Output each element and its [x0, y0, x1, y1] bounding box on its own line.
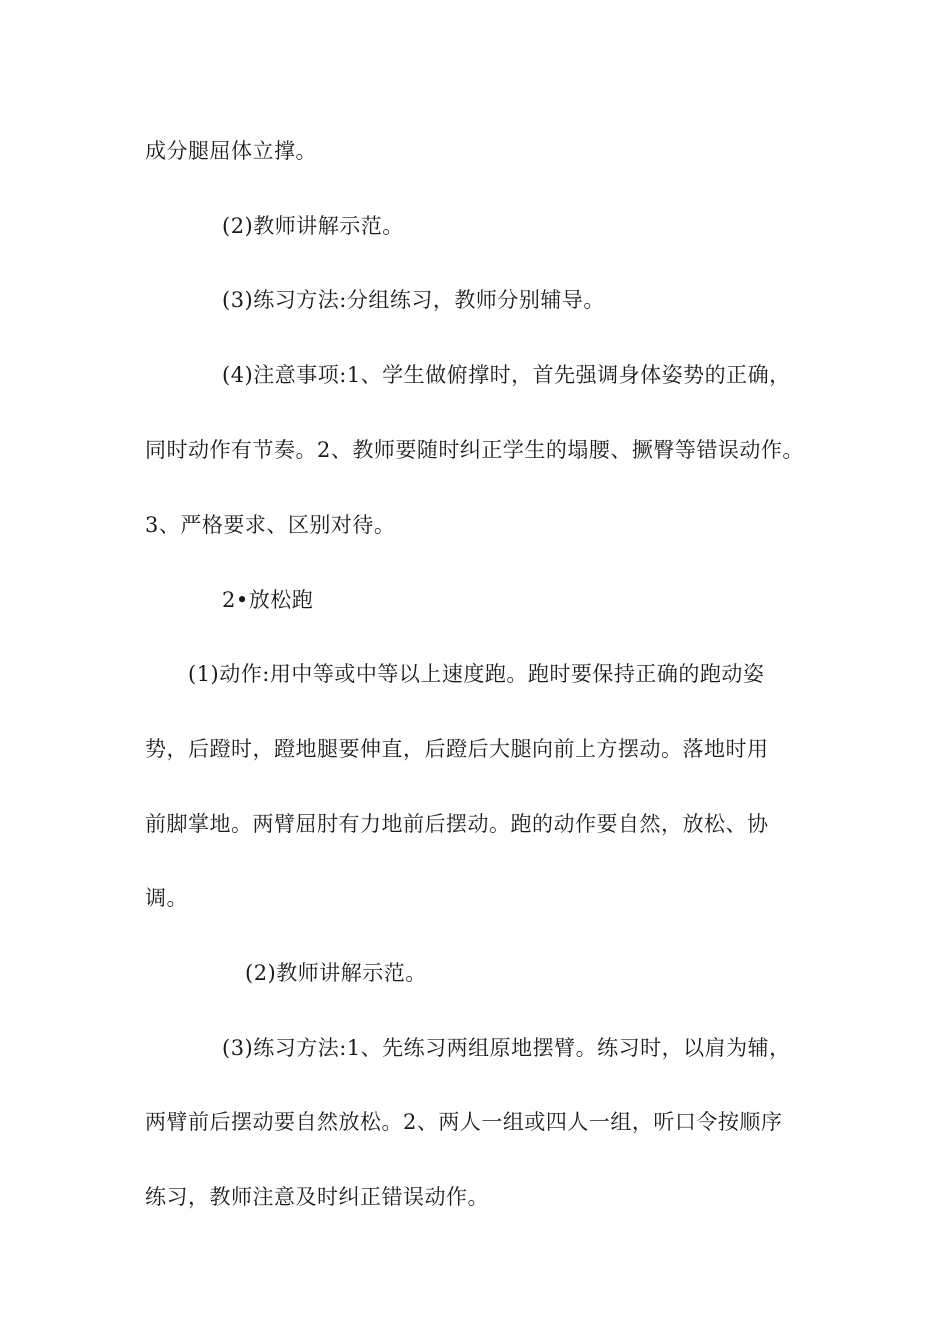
text-line: 成分腿屈体立撑。	[145, 139, 317, 163]
text-line: (2)教师讲解示范。	[245, 961, 427, 985]
text-line: 练习，教师注意及时纠正错误动作。	[145, 1185, 489, 1209]
text-line: 调。	[145, 886, 188, 910]
text-line: (1)动作:用中等或中等以上速度跑。跑时要保持正确的跑动姿	[188, 662, 765, 686]
text-line: 势，后蹬时，蹬地腿要伸直，后蹬后大腿向前上方摆动。落地时用	[145, 737, 769, 761]
text-line: (4)注意事项:1、学生做俯撑时，首先强调身体姿势的正确，	[222, 363, 791, 387]
text-line: 3、严格要求、区别对待。	[145, 513, 396, 537]
text-line: (3)练习方法:分组练习，教师分别辅导。	[222, 288, 605, 312]
text-line: 同时动作有节奏。2、教师要随时纠正学生的塌腰、撅臀等错误动作。	[145, 438, 804, 462]
text-line: (2)教师讲解示范。	[222, 214, 404, 238]
section-heading: 2•放松跑	[222, 588, 314, 612]
text-line: 两臂前后摆动要自然放松。2、两人一组或四人一组，听口令按顺序	[145, 1110, 783, 1134]
text-line: 前脚掌地。两臂屈肘有力地前后摆动。跑的动作要自然，放松、协	[145, 812, 769, 836]
text-line: (3)练习方法:1、先练习两组原地摆臂。练习时，以肩为辅，	[222, 1036, 791, 1060]
